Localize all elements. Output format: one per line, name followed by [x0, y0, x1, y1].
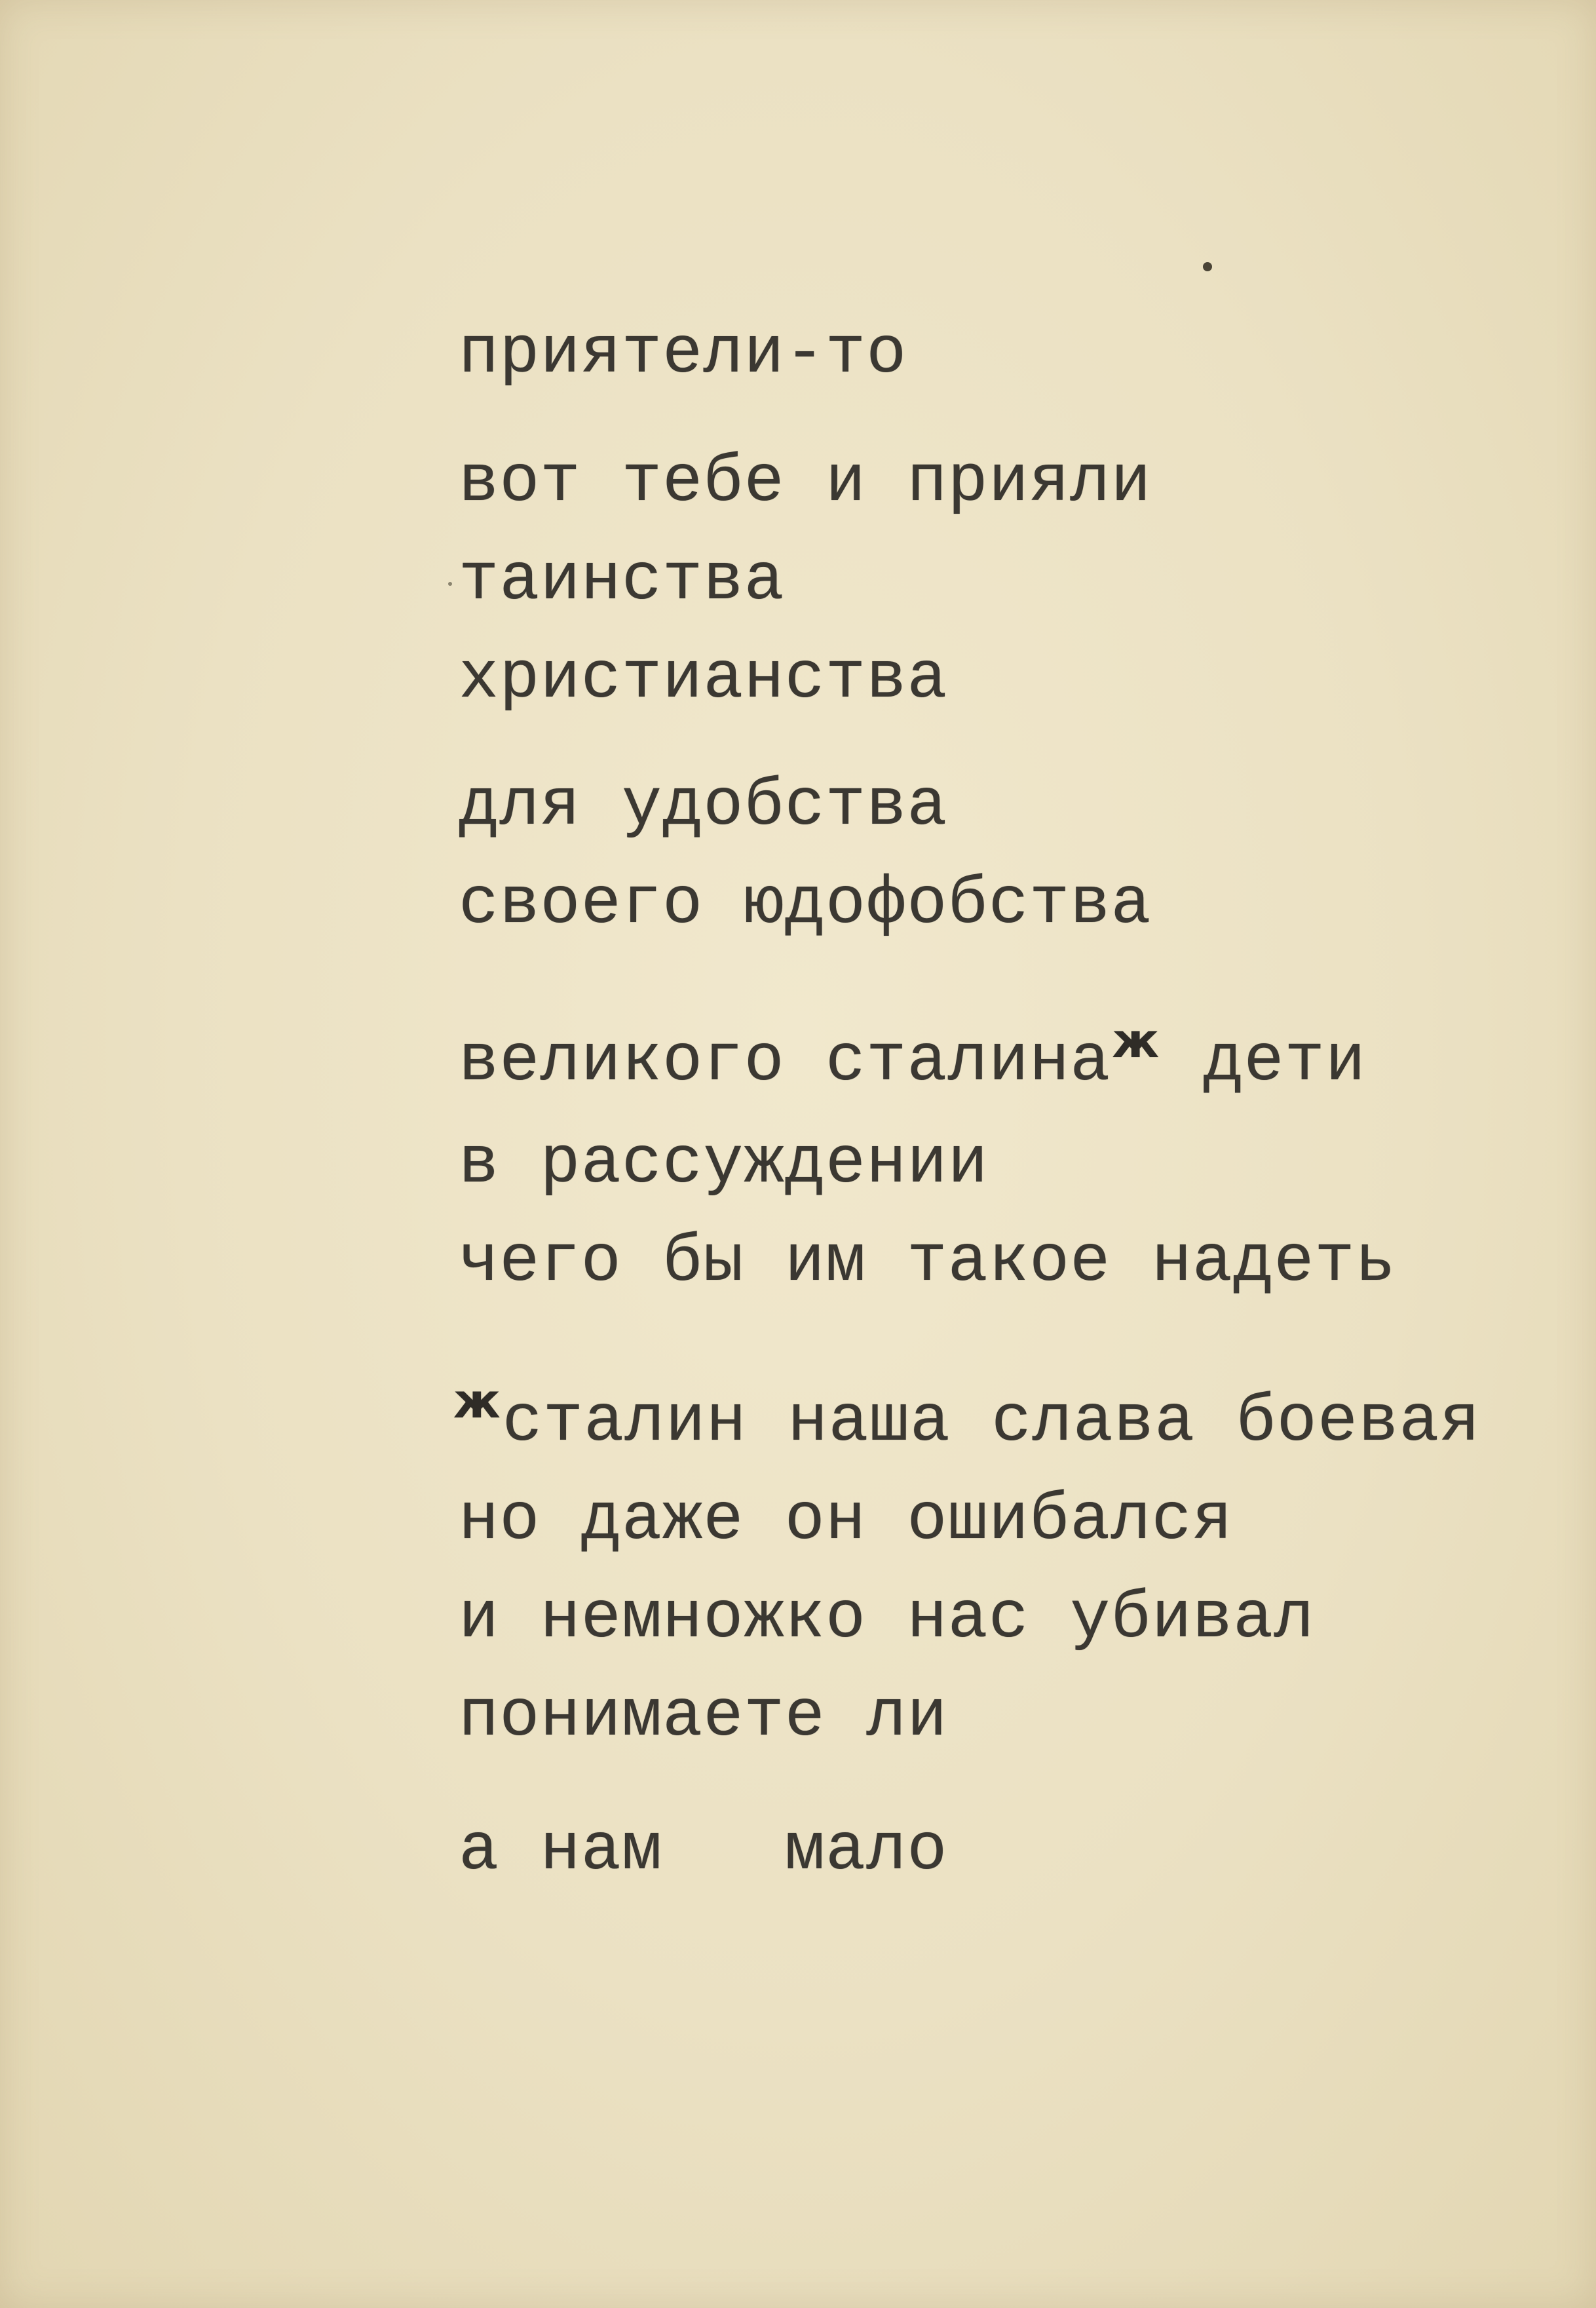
poem-line: приятели-то	[459, 316, 907, 392]
poem-last-line: а нам мало	[459, 1813, 948, 1889]
footnote-marker: ж	[1112, 1013, 1160, 1068]
footnote-line: и немножко нас убивал	[459, 1581, 1315, 1657]
poem-line: христианства	[459, 641, 948, 717]
paper-speck	[448, 582, 452, 586]
poem-line: для удобства	[459, 768, 948, 844]
footnote-marker: ж	[453, 1374, 501, 1429]
poem-line: своего юдофобства	[459, 866, 1152, 942]
poem-line: чего бы им такое надеть	[459, 1224, 1396, 1300]
poem-line-with-footnote	[459, 1013, 1367, 1102]
poem-line-text: дети	[1162, 1024, 1367, 1100]
poem-line: вот тебе и прияли	[459, 444, 1152, 520]
poem-body	[453, 0, 1572, 2308]
footnote-text: сталин наша слава боевая	[502, 1384, 1481, 1460]
footnote-line: понимаете ли	[459, 1679, 948, 1755]
poem-line-text: великого сталина	[459, 1024, 1111, 1100]
poem-line: в рассуждении	[459, 1126, 989, 1202]
poem-line: таинства	[459, 543, 785, 619]
footnote-line	[453, 1374, 1481, 1463]
footnote-line: но даже он ошибался	[459, 1482, 1233, 1558]
